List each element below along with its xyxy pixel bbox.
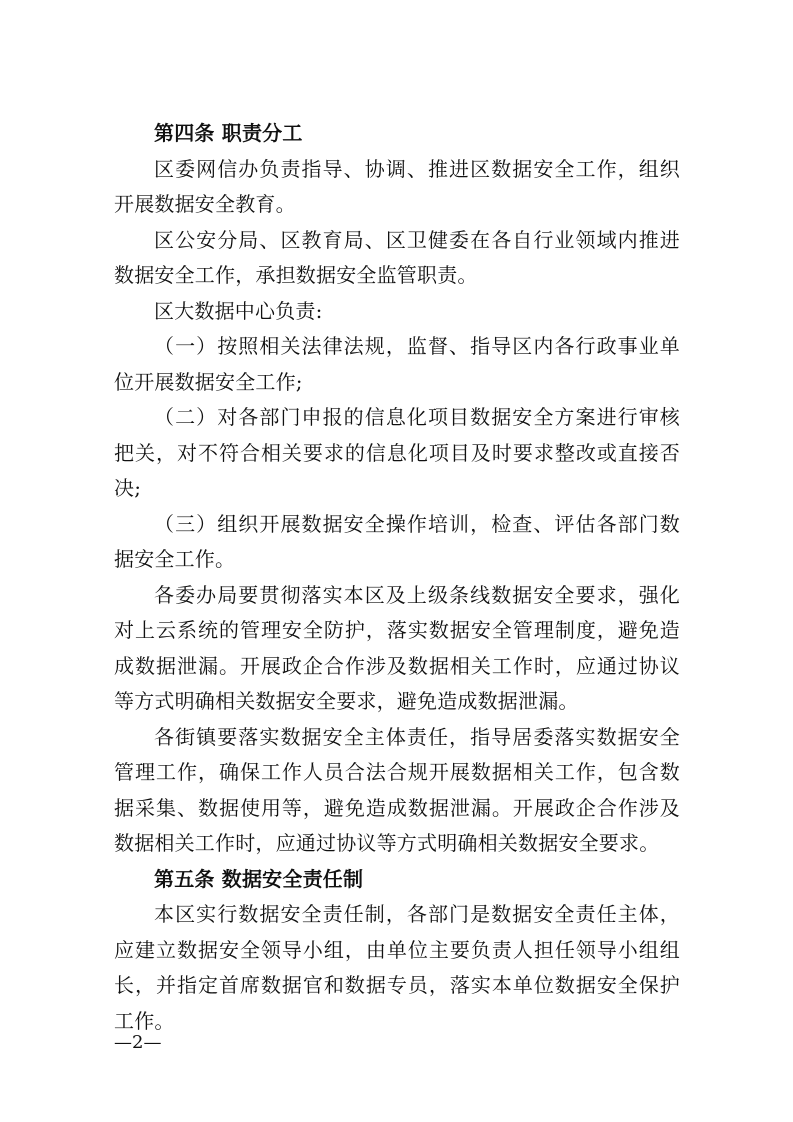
paragraph-line: 区委网信办负责指导、协调、推进区数据安全工作，组织 <box>154 156 680 181</box>
paragraph-line: 数据安全工作，承担数据安全监管职责。 <box>114 263 478 287</box>
paragraph <box>114 578 680 720</box>
paragraph-line: 等方式明确相关数据安全要求，避免造成数据泄漏。 <box>114 689 579 713</box>
paragraph-line: 各街镇要落实数据安全主体责任，指导居委落实数据安全 <box>154 724 680 749</box>
paragraph-line: 管理工作，确保工作人员合法合规开展数据相关工作，包含数 <box>114 760 680 784</box>
heading-text: 第五条 数据安全责任制 <box>154 866 364 891</box>
paragraph-line: 把关，对不符合相关要求的信息化项目及时要求整改或直接否 <box>114 440 680 465</box>
section-heading <box>114 116 680 152</box>
paragraph <box>114 152 680 223</box>
paragraph <box>114 329 680 400</box>
document-body <box>114 116 680 1039</box>
paragraph-line: 位开展数据安全工作; <box>114 369 303 394</box>
paragraph-line: 决; <box>114 476 142 500</box>
paragraph <box>114 400 680 507</box>
paragraph-line: 对上云系统的管理安全防护，落实数据安全管理制度，避免造 <box>114 618 680 642</box>
paragraph-line: 区大数据中心负责: <box>154 298 323 323</box>
section-heading <box>114 862 680 898</box>
paragraph-line: 本区实行数据安全责任制，各部门是数据安全责任主体， <box>154 902 680 926</box>
paragraph-line: 工作。 <box>114 1008 175 1033</box>
paragraph-line: 区公安分局、区教育局、区卫健委在各自行业领域内推进 <box>154 227 680 252</box>
paragraph-line: 成数据泄漏。开展政企合作涉及数据相关工作时，应通过协议 <box>114 653 680 678</box>
paragraph-line: （二）对各部门申报的信息化项目数据安全方案进行审核 <box>154 405 680 429</box>
paragraph <box>114 294 680 330</box>
page-number: —2— <box>114 1032 162 1053</box>
paragraph-line: 据安全工作。 <box>114 547 236 571</box>
paragraph-line: （一）按照相关法律法规，监督、指导区内各行政事业单 <box>154 334 680 358</box>
paragraph <box>114 507 680 578</box>
paragraph <box>114 897 680 1039</box>
paragraph-line: 据采集、数据使用等，避免造成数据泄漏。开展政企合作涉及 <box>114 795 680 820</box>
paragraph-line: （三）组织开展数据安全操作培训，检查、评估各部门数 <box>154 511 680 536</box>
paragraph-line: 应建立数据安全领导小组，由单位主要负责人担任领导小组组 <box>114 937 680 962</box>
heading-text: 第四条 职责分工 <box>154 121 303 145</box>
paragraph <box>114 223 680 294</box>
paragraph-line: 开展数据安全教育。 <box>114 192 296 216</box>
paragraph-line: 数据相关工作时，应通过协议等方式明确相关数据安全要求。 <box>114 831 660 855</box>
paragraph-line: 各委办局要贯彻落实本区及上级条线数据安全要求，强化 <box>154 582 680 607</box>
paragraph-line: 长，并指定首席数据官和数据专员，落实本单位数据安全保护 <box>114 973 680 997</box>
paragraph <box>114 720 680 862</box>
